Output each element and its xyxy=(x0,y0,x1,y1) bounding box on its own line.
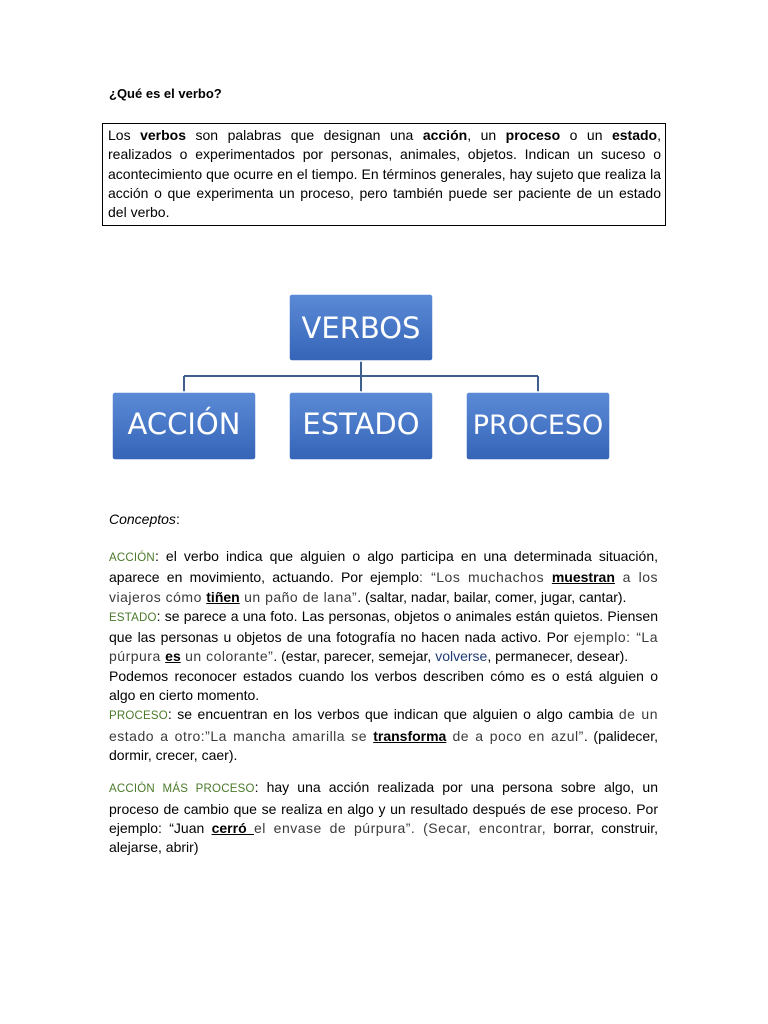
paragraph-accion-proceso xyxy=(109,778,658,857)
estado-verb-volverse: volverse xyxy=(435,648,488,665)
proceso-example-2: de a poco en azul” xyxy=(446,727,584,744)
diagram-node-verbos xyxy=(289,294,433,361)
proceso-text-1: : se encuentran en los verbos que indican que alguien o algo cambia xyxy=(167,706,619,723)
accion-example-1: : “Los muchachos xyxy=(419,569,552,586)
accion-example-3: un paño de lana” xyxy=(239,588,358,605)
proceso-verb-transforma: transforma xyxy=(373,727,447,744)
diagram-node-proceso-label: PROCESO xyxy=(472,410,604,441)
def-text-3: , un xyxy=(467,127,506,143)
paragraph-estado-note: Podemos reconocer estados cuando los verbos describen cómo es o está alguien o algo en cierto momento. xyxy=(109,667,658,704)
estado-text-2: . (estar, parecer, semejar, xyxy=(273,648,436,665)
tag-proceso: PROCESO xyxy=(109,710,168,723)
concepts-colon: : xyxy=(175,511,180,527)
diagram-node-estado xyxy=(289,392,433,460)
proceso-example-1: de un estado a otro:”La mancha amarilla se xyxy=(109,706,658,744)
def-bold-verbos: verbos xyxy=(140,127,186,143)
page-title: ¿Qué es el verbo? xyxy=(109,86,222,101)
def-bold-accion: acción xyxy=(422,127,468,143)
accion-text-2: . (saltar, nadar, bailar, comer, jugar, cantar). xyxy=(357,588,627,605)
accion-example-2: a los viajeros cómo xyxy=(109,569,658,605)
paragraph-proceso xyxy=(109,705,658,765)
accion-verb-muestran: muestran xyxy=(551,569,615,586)
estado-text-1: : se parece a una foto. Las personas, objetos o animales están quietos. Piensen que las personas u objetos de una fotografía no hacen nada activo. Por xyxy=(109,607,658,646)
connector-lines xyxy=(184,361,538,392)
diagram-node-estado-label: ESTADO xyxy=(302,407,420,441)
estado-example-2: un colorante” xyxy=(180,648,274,665)
tag-estado: ESTADO xyxy=(109,611,157,624)
tag-accion-proceso: ACCIÓN MÁS PROCESO xyxy=(109,783,255,796)
concepts-body xyxy=(109,547,658,857)
def-text-4: o un xyxy=(560,127,612,143)
diagram-node-accion-label: ACCIÓN xyxy=(127,407,241,441)
verb-hierarchy-diagram xyxy=(0,0,768,480)
diagram-node-proceso xyxy=(466,392,610,460)
concepts-heading xyxy=(109,511,180,527)
accion-proceso-text-1: : hay una acción realizada por una persona sobre algo, un proceso de cambio que se realiza en algo y un resultado después de ese proceso. Por ejemplo: “Juan xyxy=(109,779,658,836)
def-text-2: son palabras que designan una xyxy=(186,127,423,143)
tag-accion: ACCIÓN xyxy=(109,552,155,564)
def-bold-estado: estado xyxy=(611,127,658,143)
diagram-node-verbos-label: VERBOS xyxy=(301,311,421,345)
accion-verb-tinen: tiñen xyxy=(206,588,240,605)
paragraph-accion xyxy=(109,547,658,607)
estado-text-3: , permanecer, desear). xyxy=(487,648,629,665)
concepts-label: Conceptos xyxy=(109,511,176,527)
def-text-1: Los xyxy=(108,127,141,143)
diagram-node-accion xyxy=(112,392,256,460)
accion-proceso-text-2: borrar, construir, alejarse, abrir) xyxy=(109,819,659,856)
proceso-text-2: . (palidecer, dormir, crecer, caer). xyxy=(109,727,658,763)
def-bold-proceso: proceso xyxy=(505,127,561,143)
accion-proceso-example-1: el envase de púrpura”. (Secar, encontrar, xyxy=(253,819,547,836)
estado-verb-es: es xyxy=(165,648,181,665)
def-text-5: , realizados o experimentados por personas, animales, objetos. Indican un suceso o acontecimiento que ocurre en el tiempo. En términos generales, hay sujeto que realiza la acción o que experimenta un proceso, pero también puede ser paciente de un estado del verbo. xyxy=(108,127,661,221)
accion-proceso-verb-cerro: cerró xyxy=(211,819,254,836)
estado-example-1: ejemplo: “La púrpura xyxy=(109,629,658,665)
paragraph-estado xyxy=(109,607,658,667)
accion-text-1: : el verbo indica que alguien o algo participa en una determinada situación, aparece en movimiento, actuando. Por ejemplo xyxy=(109,548,658,586)
